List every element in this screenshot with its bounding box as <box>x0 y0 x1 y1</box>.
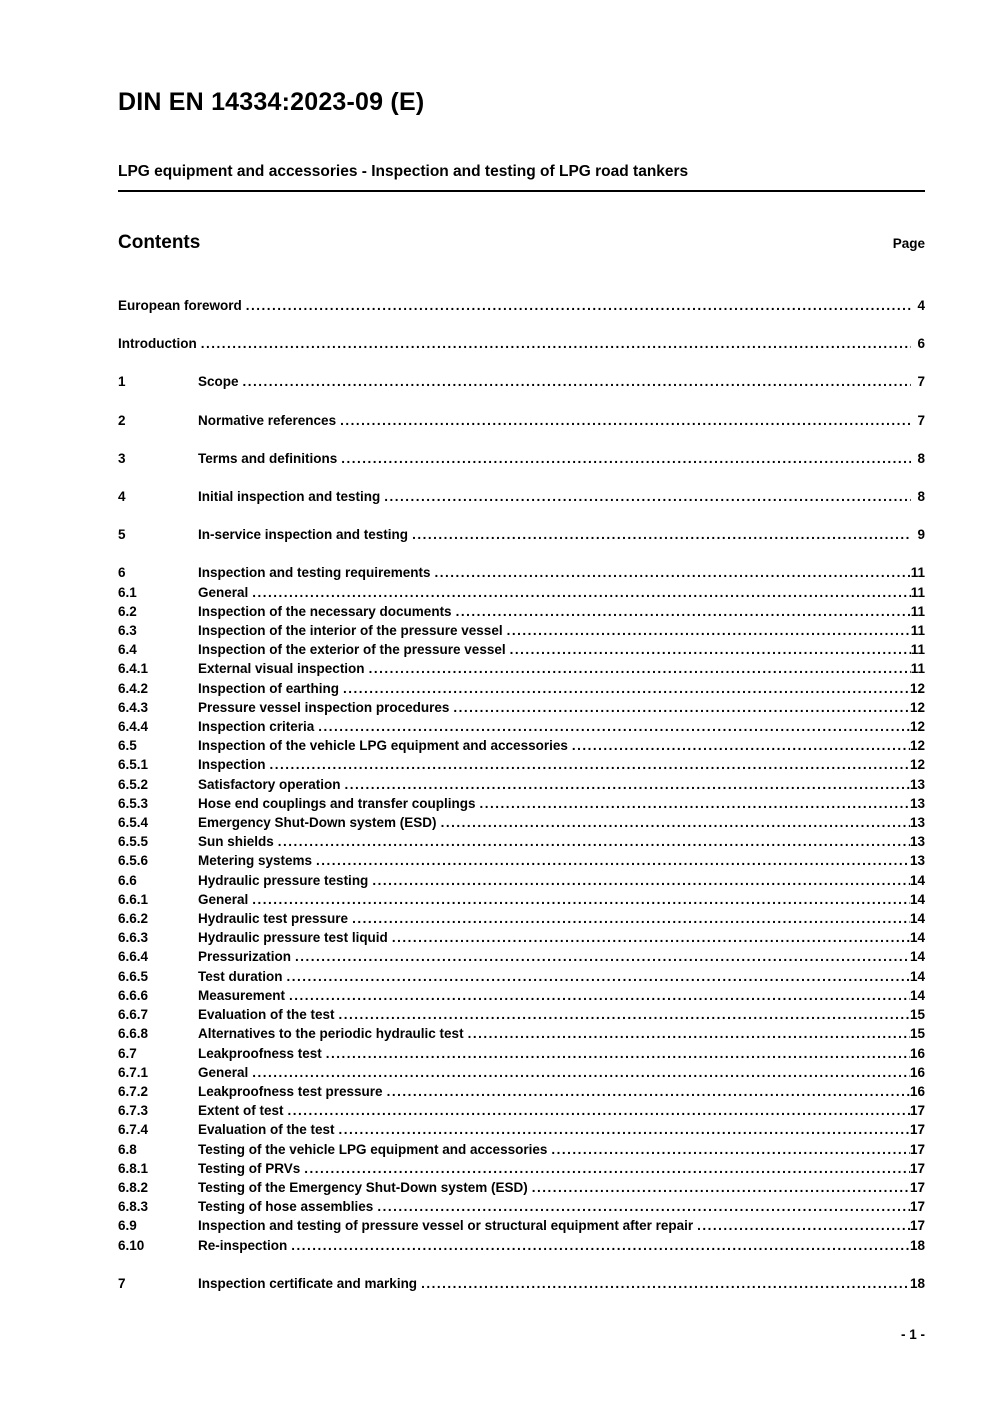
toc-entry-page: 7 <box>917 412 925 428</box>
toc-leader-dots <box>369 659 911 678</box>
toc-entry <box>118 717 925 736</box>
toc-entry <box>118 1024 925 1043</box>
toc-entry-page: 6 <box>917 336 925 352</box>
toc-entry-number: 6.4.2 <box>118 680 149 696</box>
toc-entry-page: 13 <box>909 815 925 831</box>
toc-entry <box>118 640 925 659</box>
toc-entry-number: 6.8.1 <box>118 1160 149 1176</box>
toc-entry <box>118 890 925 909</box>
toc-leader-dots <box>201 334 911 353</box>
toc-entry-title: Satisfactory operation <box>198 776 341 792</box>
toc-leader-dots <box>339 1005 910 1024</box>
toc-entry <box>118 1178 925 1197</box>
toc-entry-number: 6.2 <box>118 603 137 619</box>
toc-entry-title: Testing of hose assemblies <box>198 1199 374 1215</box>
toc-entry-page: 12 <box>909 719 925 735</box>
toc-entry-number: 6.6.6 <box>118 987 149 1003</box>
toc-entry <box>118 602 925 621</box>
toc-entry <box>118 967 925 986</box>
toc-entry-title: General <box>198 891 249 907</box>
toc-entry-number: 6.8.2 <box>118 1179 149 1195</box>
toc-entry-title: Hose end couplings and transfer couplings <box>198 795 476 811</box>
toc-entry-number: 6.1 <box>118 584 137 600</box>
toc-leader-dots <box>343 679 910 698</box>
toc-entry <box>118 1044 925 1063</box>
toc-entry-page: 11 <box>910 584 925 600</box>
toc-leader-dots <box>372 871 910 890</box>
toc-entry-title: Inspection <box>198 757 266 773</box>
toc-entry-page: 12 <box>909 680 925 696</box>
toc-leader-dots <box>318 717 910 736</box>
toc-entry-number: 6.7.1 <box>118 1064 149 1080</box>
toc-entry-title: External visual inspection <box>198 661 365 677</box>
toc-entry-number: 5 <box>118 527 126 543</box>
toc-leader-dots <box>412 525 911 544</box>
toc-entry-number: 6.9 <box>118 1218 137 1234</box>
toc-entry <box>118 1005 925 1024</box>
toc-entry-page: 11 <box>910 603 925 619</box>
toc-entry <box>118 775 925 794</box>
toc-entry <box>118 621 925 640</box>
toc-entry-number: 6.6.2 <box>118 911 149 927</box>
toc-entry-page: 12 <box>909 757 925 773</box>
toc-entry <box>118 986 925 1005</box>
toc-entry-number: 6.6.3 <box>118 930 149 946</box>
toc-entry <box>118 698 925 717</box>
toc-entry-page: 14 <box>909 872 925 888</box>
toc-entry <box>118 296 925 315</box>
toc-entry-page: 11 <box>910 661 925 677</box>
toc-entry-page: 12 <box>909 699 925 715</box>
toc-entry <box>118 1120 925 1139</box>
toc-leader-dots <box>326 1044 910 1063</box>
toc-leader-dots <box>572 736 910 755</box>
toc-entry <box>118 755 925 774</box>
toc-leader-dots <box>339 1120 910 1139</box>
toc-entry-page: 16 <box>909 1064 925 1080</box>
toc-entry-number: 6.4 <box>118 642 137 658</box>
toc-entry <box>118 928 925 947</box>
toc-entry-title: Inspection and testing requirements <box>198 565 431 581</box>
subtitle-rule <box>118 162 925 192</box>
toc-entry-title: Hydraulic pressure testing <box>198 872 369 888</box>
toc-entry-page: 18 <box>909 1275 925 1291</box>
toc-entry-number: 6.5.5 <box>118 834 149 850</box>
toc-entry-page: 16 <box>909 1045 925 1061</box>
toc-entry-number: 6.6.1 <box>118 891 149 907</box>
toc-entry-title: Re-inspection <box>198 1237 288 1253</box>
toc-group <box>118 449 925 468</box>
toc-entry <box>118 487 925 506</box>
toc-group <box>118 487 925 506</box>
table-of-contents <box>118 296 925 1293</box>
toc-leader-dots <box>252 1063 910 1082</box>
toc-leader-dots <box>352 909 910 928</box>
toc-entry-number: 6.5.1 <box>118 757 149 773</box>
toc-entry <box>118 334 925 353</box>
toc-entry-page: 14 <box>909 930 925 946</box>
toc-entry-title: Inspection of the exterior of the pressure vessel <box>198 642 506 658</box>
toc-leader-dots <box>278 832 910 851</box>
toc-entry-title: Inspection and testing of pressure vessel or structural equipment after repair <box>198 1218 694 1234</box>
toc-entry-page: 11 <box>910 623 925 639</box>
toc-entry-title: Terms and definitions <box>198 450 338 466</box>
toc-entry <box>118 372 925 391</box>
toc-leader-dots <box>468 1024 910 1043</box>
toc-entry-number: 6.6.7 <box>118 1007 149 1023</box>
toc-entry-number: 6.4.4 <box>118 719 149 735</box>
toc-leader-dots <box>252 890 910 909</box>
toc-entry <box>118 563 925 582</box>
toc-entry <box>118 813 925 832</box>
toc-leader-dots <box>295 947 910 966</box>
toc-entry-number: 6 <box>118 565 126 581</box>
toc-entry-title: Test duration <box>198 968 283 984</box>
toc-entry-title: Pressure vessel inspection procedures <box>198 699 450 715</box>
toc-entry-title: Metering systems <box>198 853 313 869</box>
toc-entry <box>118 851 925 870</box>
toc-leader-dots <box>392 928 910 947</box>
toc-entry-title: Evaluation of the test <box>198 1122 335 1138</box>
toc-entry-page: 17 <box>909 1179 925 1195</box>
toc-entry-title: Initial inspection and testing <box>198 489 381 505</box>
toc-entry-title: European foreword <box>118 298 242 313</box>
toc-entry-page: 12 <box>909 738 925 754</box>
toc-entry-page: 13 <box>909 776 925 792</box>
toc-leader-dots <box>384 487 911 506</box>
toc-entry-page: 13 <box>909 853 925 869</box>
toc-entry-page: 8 <box>917 450 925 466</box>
toc-entry <box>118 736 925 755</box>
toc-leader-dots <box>456 602 911 621</box>
toc-entry <box>118 871 925 890</box>
toc-entry-title: In-service inspection and testing <box>198 527 409 543</box>
toc-leader-dots <box>316 851 910 870</box>
toc-entry <box>118 1082 925 1101</box>
toc-entry-title: Measurement <box>198 987 286 1003</box>
toc-entry-page: 14 <box>909 968 925 984</box>
toc-entry-title: Inspection of the vehicle LPG equipment and accessories <box>198 738 568 754</box>
toc-leader-dots <box>507 621 911 640</box>
toc-entry-title: Introduction <box>118 336 197 352</box>
toc-entry-title: Inspection criteria <box>198 719 315 735</box>
toc-entry-number: 6.6.8 <box>118 1026 149 1042</box>
toc-entry-title: Testing of PRVs <box>198 1160 301 1176</box>
toc-entry-number: 7 <box>118 1275 126 1291</box>
toc-entry-number: 6.7.2 <box>118 1083 149 1099</box>
toc-group <box>118 1274 925 1293</box>
toc-entry-title: Testing of the vehicle LPG equipment and accessories <box>198 1141 548 1157</box>
toc-entry-number: 6.5 <box>118 738 137 754</box>
toc-entry-title: General <box>198 1064 249 1080</box>
toc-leader-dots <box>387 1082 910 1101</box>
toc-leader-dots <box>289 986 910 1005</box>
toc-entry-title: Inspection of the necessary documents <box>198 603 452 619</box>
toc-entry-title: Evaluation of the test <box>198 1007 335 1023</box>
toc-group <box>118 372 925 391</box>
toc-entry-number: 6.5.4 <box>118 815 149 831</box>
toc-entry-title: Testing of the Emergency Shut-Down system (ESD) <box>198 1179 528 1195</box>
toc-entry-number: 6.6.4 <box>118 949 149 965</box>
toc-entry-page: 17 <box>909 1103 925 1119</box>
toc-entry-page: 4 <box>917 298 925 313</box>
toc-entry-page: 17 <box>909 1160 925 1176</box>
toc-group <box>118 563 925 1254</box>
toc-leader-dots <box>341 449 911 468</box>
toc-group <box>118 296 925 315</box>
toc-leader-dots <box>435 563 911 582</box>
toc-entry <box>118 679 925 698</box>
toc-entry-number: 6.7 <box>118 1045 137 1061</box>
toc-leader-dots <box>270 755 910 774</box>
toc-leader-dots <box>697 1216 910 1235</box>
toc-entry <box>118 947 925 966</box>
toc-entry-title: Pressurization <box>198 949 292 965</box>
toc-entry <box>118 1159 925 1178</box>
toc-entry <box>118 794 925 813</box>
toc-entry-title: Inspection of earthing <box>198 680 340 696</box>
toc-entry <box>118 1140 925 1159</box>
toc-entry-title: Leakproofness test pressure <box>198 1083 383 1099</box>
toc-leader-dots <box>441 813 910 832</box>
toc-leader-dots <box>288 1101 910 1120</box>
toc-entry-page: 8 <box>917 489 925 505</box>
toc-entry-title: Emergency Shut-Down system (ESD) <box>198 815 437 831</box>
toc-entry-number: 6.7.4 <box>118 1122 149 1138</box>
toc-entry-number: 3 <box>118 450 126 466</box>
toc-entry-number: 6.7.3 <box>118 1103 149 1119</box>
toc-entry <box>118 1063 925 1082</box>
toc-entry-page: 17 <box>909 1218 925 1234</box>
toc-leader-dots <box>551 1140 910 1159</box>
toc-entry-number: 6.5.6 <box>118 853 149 869</box>
toc-entry-page: 14 <box>909 987 925 1003</box>
toc-entry-title: Scope <box>198 374 239 390</box>
toc-entry-number: 1 <box>118 374 126 390</box>
toc-entry <box>118 583 925 602</box>
toc-entry-number: 6.4.1 <box>118 661 149 677</box>
toc-entry <box>118 1197 925 1216</box>
toc-entry-title: Hydraulic pressure test liquid <box>198 930 388 946</box>
toc-entry-number: 6.10 <box>118 1237 145 1253</box>
toc-leader-dots <box>340 411 911 430</box>
toc-leader-dots <box>377 1197 910 1216</box>
toc-group <box>118 334 925 353</box>
toc-leader-dots <box>532 1178 910 1197</box>
toc-entry-number: 6.8.3 <box>118 1199 149 1215</box>
toc-entry-title: Leakproofness test <box>198 1045 322 1061</box>
toc-leader-dots <box>480 794 910 813</box>
toc-leader-dots <box>291 1236 910 1255</box>
toc-leader-dots <box>510 640 911 659</box>
toc-entry-page: 16 <box>909 1083 925 1099</box>
toc-entry-page: 15 <box>909 1026 925 1042</box>
toc-entry-number: 6.5.3 <box>118 795 149 811</box>
toc-entry-page: 11 <box>910 642 925 658</box>
toc-entry-page: 17 <box>909 1199 925 1215</box>
toc-entry-title: Extent of test <box>198 1103 284 1119</box>
toc-entry-page: 7 <box>917 374 925 390</box>
toc-entry <box>118 1216 925 1235</box>
page-number-footer: - 1 - <box>900 1327 925 1342</box>
toc-leader-dots <box>304 1159 910 1178</box>
contents-header <box>118 232 925 254</box>
toc-entry-page: 14 <box>909 911 925 927</box>
toc-entry-title: Inspection of the interior of the pressure vessel <box>198 623 503 639</box>
toc-entry-number: 6.8 <box>118 1141 137 1157</box>
toc-entry-page: 17 <box>909 1122 925 1138</box>
document-subtitle: LPG equipment and accessories - Inspection and testing of LPG road tankers <box>118 163 689 180</box>
toc-entry-number: 6.6.5 <box>118 968 149 984</box>
toc-leader-dots <box>453 698 910 717</box>
toc-entry <box>118 659 925 678</box>
toc-entry-page: 14 <box>909 891 925 907</box>
toc-entry <box>118 525 925 544</box>
toc-entry <box>118 411 925 430</box>
toc-entry-title: Sun shields <box>198 834 274 850</box>
toc-entry <box>118 832 925 851</box>
toc-entry-page: 15 <box>909 1007 925 1023</box>
toc-leader-dots <box>246 296 911 315</box>
page-column-label: Page <box>892 236 925 251</box>
contents-heading: Contents <box>118 232 201 253</box>
toc-entry-title: Hydraulic test pressure <box>198 911 349 927</box>
toc-leader-dots <box>421 1274 910 1293</box>
toc-entry-title: Alternatives to the periodic hydraulic test <box>198 1026 464 1042</box>
toc-leader-dots <box>243 372 911 391</box>
toc-leader-dots <box>345 775 910 794</box>
toc-leader-dots <box>287 967 910 986</box>
toc-entry-number: 6.5.2 <box>118 776 149 792</box>
toc-entry-page: 11 <box>910 565 925 581</box>
toc-group <box>118 411 925 430</box>
toc-entry <box>118 1236 925 1255</box>
toc-entry <box>118 1274 925 1293</box>
toc-entry <box>118 909 925 928</box>
toc-group <box>118 525 925 544</box>
toc-entry-page: 9 <box>917 527 925 543</box>
toc-leader-dots <box>252 583 910 602</box>
toc-entry-number: 6.4.3 <box>118 699 149 715</box>
toc-entry-title: Inspection certificate and marking <box>198 1275 418 1291</box>
toc-entry-page: 17 <box>909 1141 925 1157</box>
toc-entry-page: 13 <box>909 834 925 850</box>
toc-entry-title: General <box>198 584 249 600</box>
toc-entry-number: 2 <box>118 412 126 428</box>
toc-entry-page: 13 <box>909 795 925 811</box>
toc-entry-number: 6.6 <box>118 872 137 888</box>
toc-entry-title: Normative references <box>198 412 337 428</box>
document-title: DIN EN 14334:2023-09 (E) <box>118 88 425 116</box>
toc-entry-page: 14 <box>909 949 925 965</box>
toc-entry-page: 18 <box>909 1237 925 1253</box>
toc-entry <box>118 449 925 468</box>
toc-entry <box>118 1101 925 1120</box>
toc-entry-number: 6.3 <box>118 623 137 639</box>
toc-entry-number: 4 <box>118 489 126 505</box>
